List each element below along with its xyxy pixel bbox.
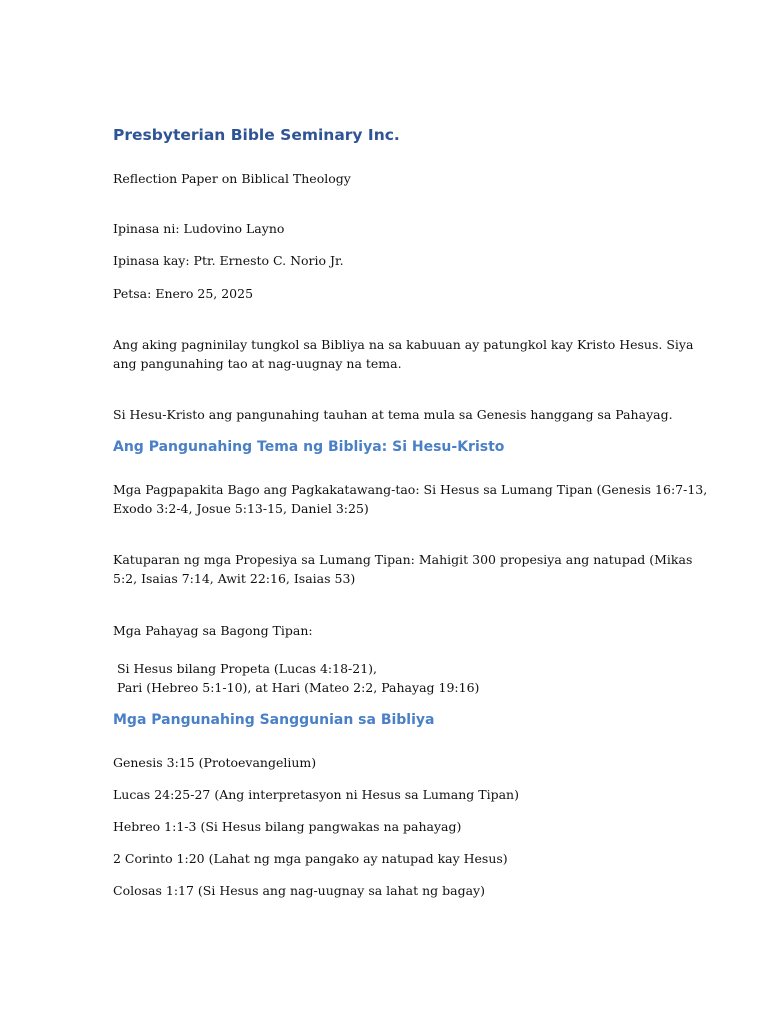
- section-heading-key-references: Mga Pangunahing Sanggunian sa Bibliya: [113, 712, 435, 728]
- intro-paragraph-line-2: ang pangunahing tao at nag-uugnay na tema.: [113, 356, 402, 371]
- section1-paragraph-1-line-1: Mga Pagpapakita Bago ang Pagkakatawang-tao: Si Hesus sa Lumang Tipan (Genesis 16:7-13,: [113, 482, 708, 497]
- document-subtitle: Reflection Paper on Biblical Theology: [113, 171, 351, 186]
- section1-paragraph-2-line-1: Katuparan ng mga Propesiya sa Lumang Tipan: Mahigit 300 propesiya ang natupad (Mikas: [113, 552, 693, 567]
- section1-paragraph-1-line-2: Exodo 3:2-4, Josue 5:13-15, Daniel 3:25): [113, 501, 369, 516]
- intro-paragraph-line-1: Ang aking pagninilay tungkol sa Bibliya na sa kabuuan ay patungkol kay Kristo Hesus. Siya: [113, 337, 694, 352]
- reference-item: Colosas 1:17 (Si Hesus ang nag-uugnay sa lahat ng bagay): [113, 883, 485, 898]
- reference-item: Lucas 24:25-27 (Ang interpretasyon ni Hesus sa Lumang Tipan): [113, 787, 519, 802]
- reference-item: Genesis 3:15 (Protoevangelium): [113, 755, 317, 770]
- intro-paragraph-2: Si Hesu-Kristo ang pangunahing tauhan at tema mula sa Genesis hanggang sa Pahayag.: [113, 407, 673, 422]
- section1-paragraph-3: Mga Pahayag sa Bagong Tipan:: [113, 623, 313, 638]
- document-title: Presbyterian Bible Seminary Inc.: [113, 126, 400, 144]
- section1-paragraph-4-line-2: Pari (Hebreo 5:1-10), at Hari (Mateo 2:2, Pahayag 19:16): [113, 680, 480, 695]
- reference-item: Hebreo 1:1-3 (Si Hesus bilang pangwakas na pahayag): [113, 819, 462, 834]
- section1-paragraph-2-line-2: 5:2, Isaias 7:14, Awit 22:16, Isaias 53): [113, 571, 356, 586]
- submitted-by: Ipinasa ni: Ludovino Layno: [113, 221, 285, 236]
- submitted-to: Ipinasa kay: Ptr. Ernesto C. Norio Jr.: [113, 253, 344, 268]
- document-date: Petsa: Enero 25, 2025: [113, 286, 254, 301]
- section-heading-main-theme: Ang Pangunahing Tema ng Bibliya: Si Hesu-Kristo: [113, 439, 505, 455]
- section1-paragraph-4-line-1: Si Hesus bilang Propeta (Lucas 4:18-21),: [113, 661, 378, 676]
- reference-item: 2 Corinto 1:20 (Lahat ng mga pangako ay natupad kay Hesus): [113, 851, 508, 866]
